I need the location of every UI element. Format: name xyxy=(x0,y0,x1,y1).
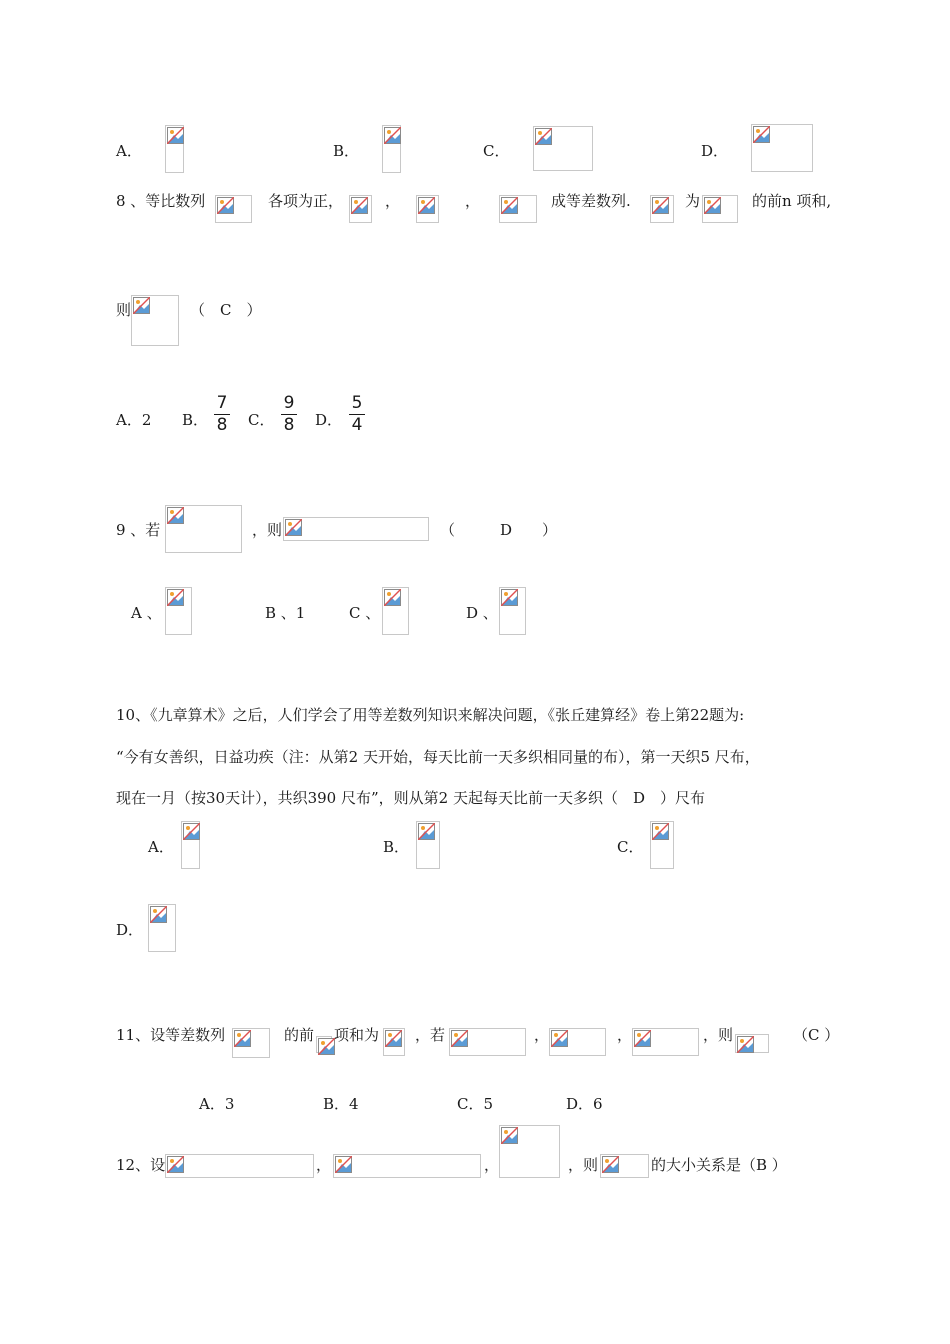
broken-image-icon xyxy=(283,517,429,541)
broken-image-icon xyxy=(632,1028,699,1056)
fraction-numerator: 5 xyxy=(351,393,363,413)
fraction xyxy=(279,394,299,435)
q8-text: 为 xyxy=(685,192,701,210)
q9-answer: （ D ） xyxy=(440,521,558,539)
q10-option-b: B． xyxy=(383,838,410,856)
q11-then: ，则 xyxy=(703,1026,734,1044)
q11-answer: （C ） xyxy=(793,1026,840,1044)
fraction xyxy=(212,394,232,435)
broken-image-icon xyxy=(383,1028,405,1056)
q11-stem: 11、设等差数列 xyxy=(116,1026,226,1044)
q10-option-a: A． xyxy=(148,838,174,856)
q7-option-c: C． xyxy=(483,142,510,160)
q11-option-b: B．4 xyxy=(323,1095,359,1113)
broken-image-icon xyxy=(148,904,176,952)
broken-image-icon xyxy=(165,505,242,553)
q12-comma: ， xyxy=(316,1156,332,1174)
broken-image-icon xyxy=(549,1028,606,1056)
q10-line: 10、《九章算术》之后，人们学会了用等差数列知识来解决问题，《张丘建算经》卷上第22题为: xyxy=(116,706,745,724)
broken-image-icon xyxy=(382,587,409,635)
q11-option-d: D．6 xyxy=(566,1095,603,1113)
q12-comma: ， xyxy=(484,1156,500,1174)
q11-text: ，若 xyxy=(415,1026,446,1044)
q11-text: 项和为 xyxy=(334,1026,380,1044)
broken-image-icon xyxy=(650,195,674,223)
broken-image-icon xyxy=(181,821,200,869)
fraction-denominator: 8 xyxy=(216,415,228,435)
q12-then: ，则 xyxy=(568,1156,599,1174)
q12-tail: 的大小关系是（B ） xyxy=(651,1156,787,1174)
q10-option-d: D． xyxy=(116,921,144,939)
q10-line: “今有女善织，日益功疾（注：从第2 天开始，每天比前一天多织相同量的布），第一天织5 尺布， xyxy=(116,748,760,766)
fraction-numerator: 7 xyxy=(216,393,228,413)
broken-image-icon xyxy=(650,821,674,869)
broken-image-icon xyxy=(449,1028,526,1056)
q8-comma: ， xyxy=(385,192,401,210)
broken-image-icon xyxy=(316,1036,332,1053)
broken-image-icon xyxy=(165,587,192,635)
q9-option-d: D 、 xyxy=(466,604,498,622)
q8-option-a: A．2 xyxy=(116,411,152,429)
fraction xyxy=(347,394,367,435)
q12-stem: 12、设 xyxy=(116,1156,166,1174)
broken-image-icon xyxy=(533,126,593,171)
broken-image-icon xyxy=(499,195,537,223)
broken-image-icon xyxy=(702,195,738,223)
broken-image-icon xyxy=(349,195,372,223)
broken-image-icon xyxy=(165,125,184,173)
q8-comma: ， xyxy=(465,192,481,210)
q8-then: 则 xyxy=(116,301,132,319)
q7-option-a: A． xyxy=(116,142,142,160)
broken-image-icon xyxy=(499,587,526,635)
q10-option-c: C． xyxy=(617,838,644,856)
q9-option-c: C 、 xyxy=(349,604,381,622)
q8-option-c: C． xyxy=(248,411,275,429)
broken-image-icon xyxy=(232,1028,270,1058)
broken-image-icon xyxy=(751,124,813,172)
q8-option-d: D． xyxy=(315,411,343,429)
q11-text: 的前 xyxy=(284,1026,315,1044)
q11-comma: ， xyxy=(534,1026,550,1044)
broken-image-icon xyxy=(333,1154,481,1178)
broken-image-icon xyxy=(131,295,179,346)
broken-image-icon xyxy=(416,195,439,223)
q9-then: ，则 xyxy=(252,521,283,539)
q8-stem: 8 、等比数列 xyxy=(116,192,206,210)
broken-image-icon xyxy=(215,195,252,223)
broken-image-icon xyxy=(416,821,440,869)
q8-option-b: B． xyxy=(182,411,209,429)
q10-line: 现在一月（按30天计），共织390 尺布”，则从第2 天起每天比前一天多织（ D ）尺布 xyxy=(116,789,705,807)
q11-option-c: C．5 xyxy=(457,1095,494,1113)
fraction-denominator: 8 xyxy=(283,415,295,435)
q9-stem: 9 、若 xyxy=(116,521,161,539)
q8-answer: （ C ） xyxy=(190,301,262,319)
broken-image-icon xyxy=(735,1034,769,1053)
q7-option-b: B． xyxy=(333,142,360,160)
q8-text: 各项为正， xyxy=(268,192,344,210)
broken-image-icon xyxy=(382,125,401,173)
broken-image-icon xyxy=(499,1125,560,1178)
q9-option-a: A 、 xyxy=(131,604,162,622)
broken-image-icon xyxy=(165,1154,314,1178)
q8-text: 的前n 项和, xyxy=(752,192,832,210)
q9-option-b: B 、1 xyxy=(265,604,306,622)
q7-option-d: D． xyxy=(701,142,729,160)
q11-comma: ， xyxy=(617,1026,633,1044)
q8-text: 成等差数列. xyxy=(551,192,631,210)
fraction-numerator: 9 xyxy=(283,393,295,413)
q11-option-a: A．3 xyxy=(199,1095,235,1113)
fraction-denominator: 4 xyxy=(351,415,363,435)
broken-image-icon xyxy=(600,1154,649,1178)
